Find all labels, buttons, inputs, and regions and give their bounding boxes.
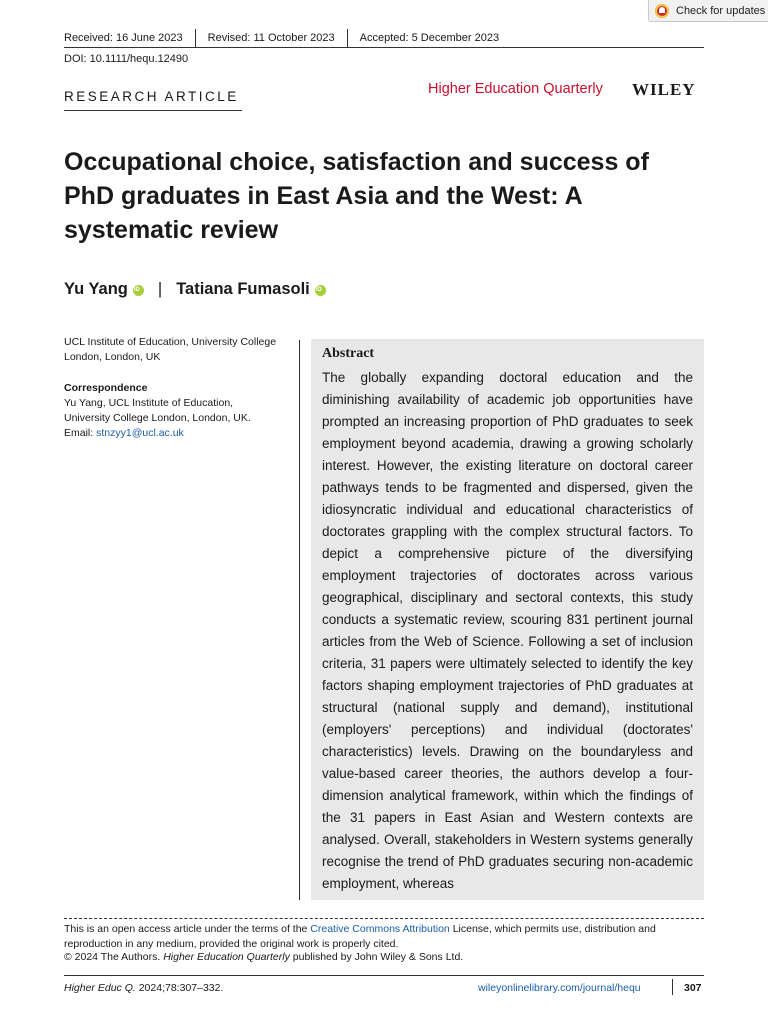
article-type-underline <box>64 110 242 111</box>
copyright-suffix: published by John Wiley & Sons Ltd. <box>289 951 464 963</box>
correspondence-heading: Correspondence <box>64 382 148 394</box>
journal-name[interactable]: Higher Education Quarterly <box>428 81 603 97</box>
copyright-line <box>64 951 463 963</box>
email-link[interactable]: stnzyy1@ucl.ac.uk <box>96 427 184 439</box>
date-separator <box>195 29 196 47</box>
check-for-updates-badge[interactable] <box>648 0 768 22</box>
abstract-body: The globally expanding doctoral education and the diminishing availability of academic job opportunities have prompted an increasing proportion of PhD graduates to seek employment beyond academia, drawing a growing scholarly interest. However, the existing literature on doctoral career pathways tends to be fragmented and dispersed, given the idiosyncratic individual and educational characteristics of doctorates grappling with the complex structural factors. To depict a comprehensive picture of the diversifying employment trajectories of doctorates across various geographical, disciplinary and sectoral contexts, this study conducts a systematic review, scouring 831 pertinent journal articles from the Web of Science. Following a set of inclusion criteria, 31 papers were ultimately selected to identify the key factors shaping employment trajectories of PhD graduates at structural (national supply and demand), institutional (employers' perceptions) and individual (doctorates' characteristics) levels. Drawing on the boundaryless and value-based career theories, the authors develop a four-dimension analytical framework, within which the findings of the 31 papers in East Asian and Western contexts are analysed. Overall, stakeholders in Western systems generally recognise the trend of PhD graduates securing non-academic employment, whereas <box>322 370 693 891</box>
citation-journal: Higher Educ Q. <box>64 982 136 994</box>
author-affiliation: UCL Institute of Education, University College London, London, UK <box>64 336 277 363</box>
license-notice <box>64 922 704 952</box>
column-divider <box>299 340 300 900</box>
orcid-icon[interactable] <box>133 285 144 296</box>
license-prefix: This is an open access article under the terms of the <box>64 923 311 935</box>
citation <box>64 982 223 994</box>
date-separator <box>347 29 348 47</box>
revised-date: Revised: 11 October 2023 <box>207 32 335 44</box>
doi[interactable]: DOI: 10.1111/hequ.12490 <box>64 53 189 65</box>
email-label: Email: <box>64 427 97 439</box>
copyright-journal: Higher Education Quarterly <box>163 951 290 963</box>
citation-details: 2024;78:307–332. <box>135 982 224 994</box>
author-name[interactable]: Yu Yang <box>64 280 128 298</box>
author-list <box>64 280 326 299</box>
article-dates <box>64 30 704 46</box>
publisher-logo: WILEY <box>632 80 696 99</box>
license-divider <box>64 918 704 919</box>
orcid-icon[interactable] <box>315 285 326 296</box>
article-type-label: RESEARCH ARTICLE <box>64 89 239 104</box>
author-separator: | <box>157 280 163 298</box>
copyright-prefix: © 2024 The Authors. <box>64 951 164 963</box>
crossmark-icon <box>655 4 669 18</box>
correspondence-email-line <box>64 426 279 441</box>
footer-separator <box>672 979 673 995</box>
author-name[interactable]: Tatiana Fumasoli <box>176 280 310 298</box>
abstract-box <box>311 339 704 900</box>
footer-rule <box>64 975 704 976</box>
header-rule <box>64 47 704 48</box>
accepted-date: Accepted: 5 December 2023 <box>359 32 500 44</box>
correspondence-address: Yu Yang, UCL Institute of Education, University College London, London, UK. <box>64 397 251 424</box>
page-number: 307 <box>684 982 702 994</box>
journal-url-link[interactable]: wileyonlinelibrary.com/journal/hequ <box>478 982 641 994</box>
abstract-heading: Abstract <box>322 346 375 361</box>
check-for-updates-label: Check for updates <box>676 4 766 17</box>
license-suffix: License, which permits use, distribution and reproduction in any medium, provided the original work is properly cited. <box>64 923 656 950</box>
received-date: Received: 16 June 2023 <box>64 32 183 44</box>
license-link[interactable]: Creative Commons Attribution <box>310 923 450 935</box>
article-title: Occupational choice, satisfaction and success of PhD graduates in East Asia and the West: A systematic review <box>64 148 649 244</box>
